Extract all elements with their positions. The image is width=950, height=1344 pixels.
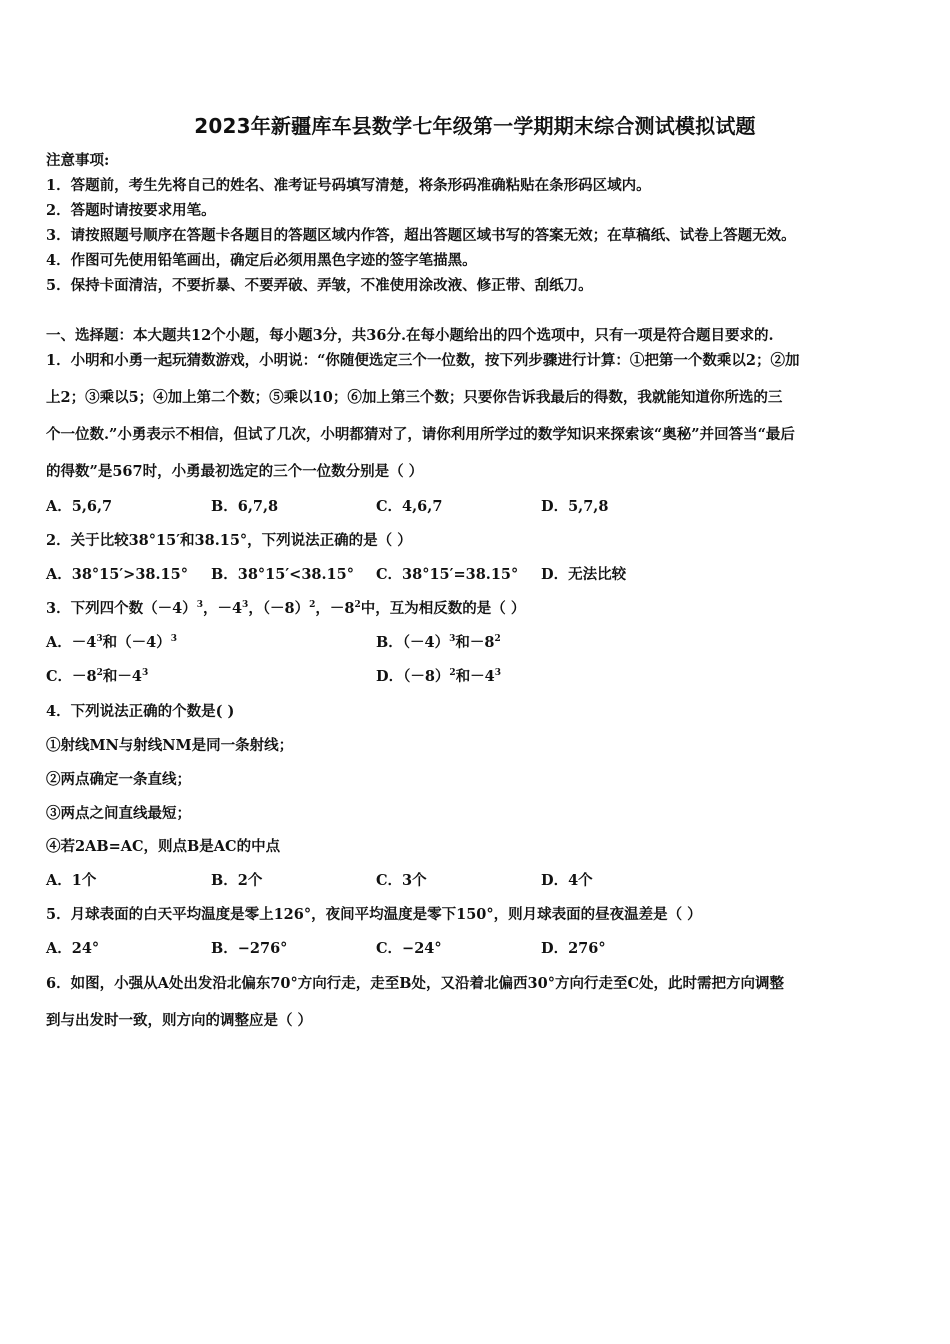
q5-option-d: D．276° [541,940,606,957]
q5-option-a: A．24° [46,940,100,957]
q4-option-d: D．4个 [541,872,593,889]
q1-option-a: A．5,6,7 [46,498,113,515]
q4-option-b: B．2个 [211,872,263,889]
q1-line-2: 上2；③乘以5；④加上第二个数；⑤乘以10；⑥加上第三个数；只要你告诉我最后的得数，我就能知道你所选的三 [46,389,783,406]
q3-option-a: A．$-4^3$和$(-4)^3$ [46,634,177,651]
q6-line-1: 6．如图，小强从A处出发沿北偏东70°方向行走，走至B处，又沿着北偏西30°方向行走至C处，此时需把方向调整 [46,975,784,992]
q2-option-c: C．38°15′=38.15° [376,566,519,583]
q1-line-1: 1．小明和小勇一起玩猜数游戏，小明说：“你随便选定三个一位数，按下列步骤进行计算：①把第一个数乘以2；②加 [46,352,800,369]
q4-item-4: ④若2AB=AC，则点B是AC的中点 [46,838,281,855]
q6-line-2: 到与出发时一致，则方向的调整应是（ ） [46,1012,313,1029]
q5-option-c: C．−24° [376,940,442,957]
q4-option-a: A．1个 [46,872,97,889]
notice-heading: 注意事项: [46,152,110,169]
q4-stem: 4．下列说法正确的个数是( ) [46,703,235,720]
q4-item-2: ②两点确定一条直线； [46,771,191,788]
q1-line-3: 个一位数.”小勇表示不相信，但试了几次，小明都猜对了，请你利用所学过的数学知识来探索该“奥秘”并回答当“最后 [46,426,795,443]
q4-item-1: ①射线MN与射线NM是同一条射线； [46,737,294,754]
section-heading: 一、选择题：本大题共12个小题，每小题3分，共36分.在每小题给出的四个选项中，只有一项是符合题目要求的. [46,327,774,344]
q2-stem: 2．关于比较38°15′和38.15°，下列说法正确的是（ ） [46,532,412,549]
q2-option-a: A．38°15′>38.15° [46,566,188,583]
q2-option-b: B．38°15′<38.15° [211,566,354,583]
notice-item-2: 2．答题时请按要求用笔。 [46,202,216,219]
q2-option-d: D．无法比较 [541,566,627,583]
notice-item-1: 1．答题前，考生先将自己的姓名、准考证号码填写清楚，将条形码准确粘贴在条形码区域内。 [46,177,651,194]
notice-item-5: 5．保持卡面清洁，不要折暴、不要弄破、弄皱，不准使用涂改液、修正带、刮纸刀。 [46,277,593,294]
q5-stem: 5．月球表面的白天平均温度是零上126°，夜间平均温度是零下150°，则月球表面的昼夜温差是（ ） [46,906,702,923]
notice-item-4: 4．作图可先使用铅笔画出，确定后必须用黑色字迹的签字笔描黑。 [46,252,477,269]
q3-stem: 3．下列四个数$(-4)^3$，$-4^3$，$(-8)^2$，$-8^2$中，互为相反数的是（ ） [46,600,526,617]
q5-option-b: B．−276° [211,940,288,957]
page-title: 2023年新疆库车县数学七年级第一学期期末综合测试模拟试题 [194,114,756,138]
notice-item-3: 3．请按照题号顺序在答题卡各题目的答题区域内作答，超出答题区域书写的答案无效；在草稿纸、试卷上答题无效。 [46,227,796,244]
q4-item-3: ③两点之间直线最短； [46,805,191,822]
q3-option-c: C．$-8^2$和$-4^3$ [46,668,149,685]
q3-option-d: D．$(-8)^2$和$-4^3$ [376,668,502,685]
q1-option-d: D．5,7,8 [541,498,609,515]
q4-option-c: C．3个 [376,872,427,889]
q3-option-b: B．$(-4)^3$和$-8^2$ [376,634,501,651]
q1-option-c: C．4,6,7 [376,498,443,515]
q1-line-4: 的得数”是567时，小勇最初选定的三个一位数分别是（ ） [46,463,424,480]
q1-option-b: B．6,7,8 [211,498,279,515]
